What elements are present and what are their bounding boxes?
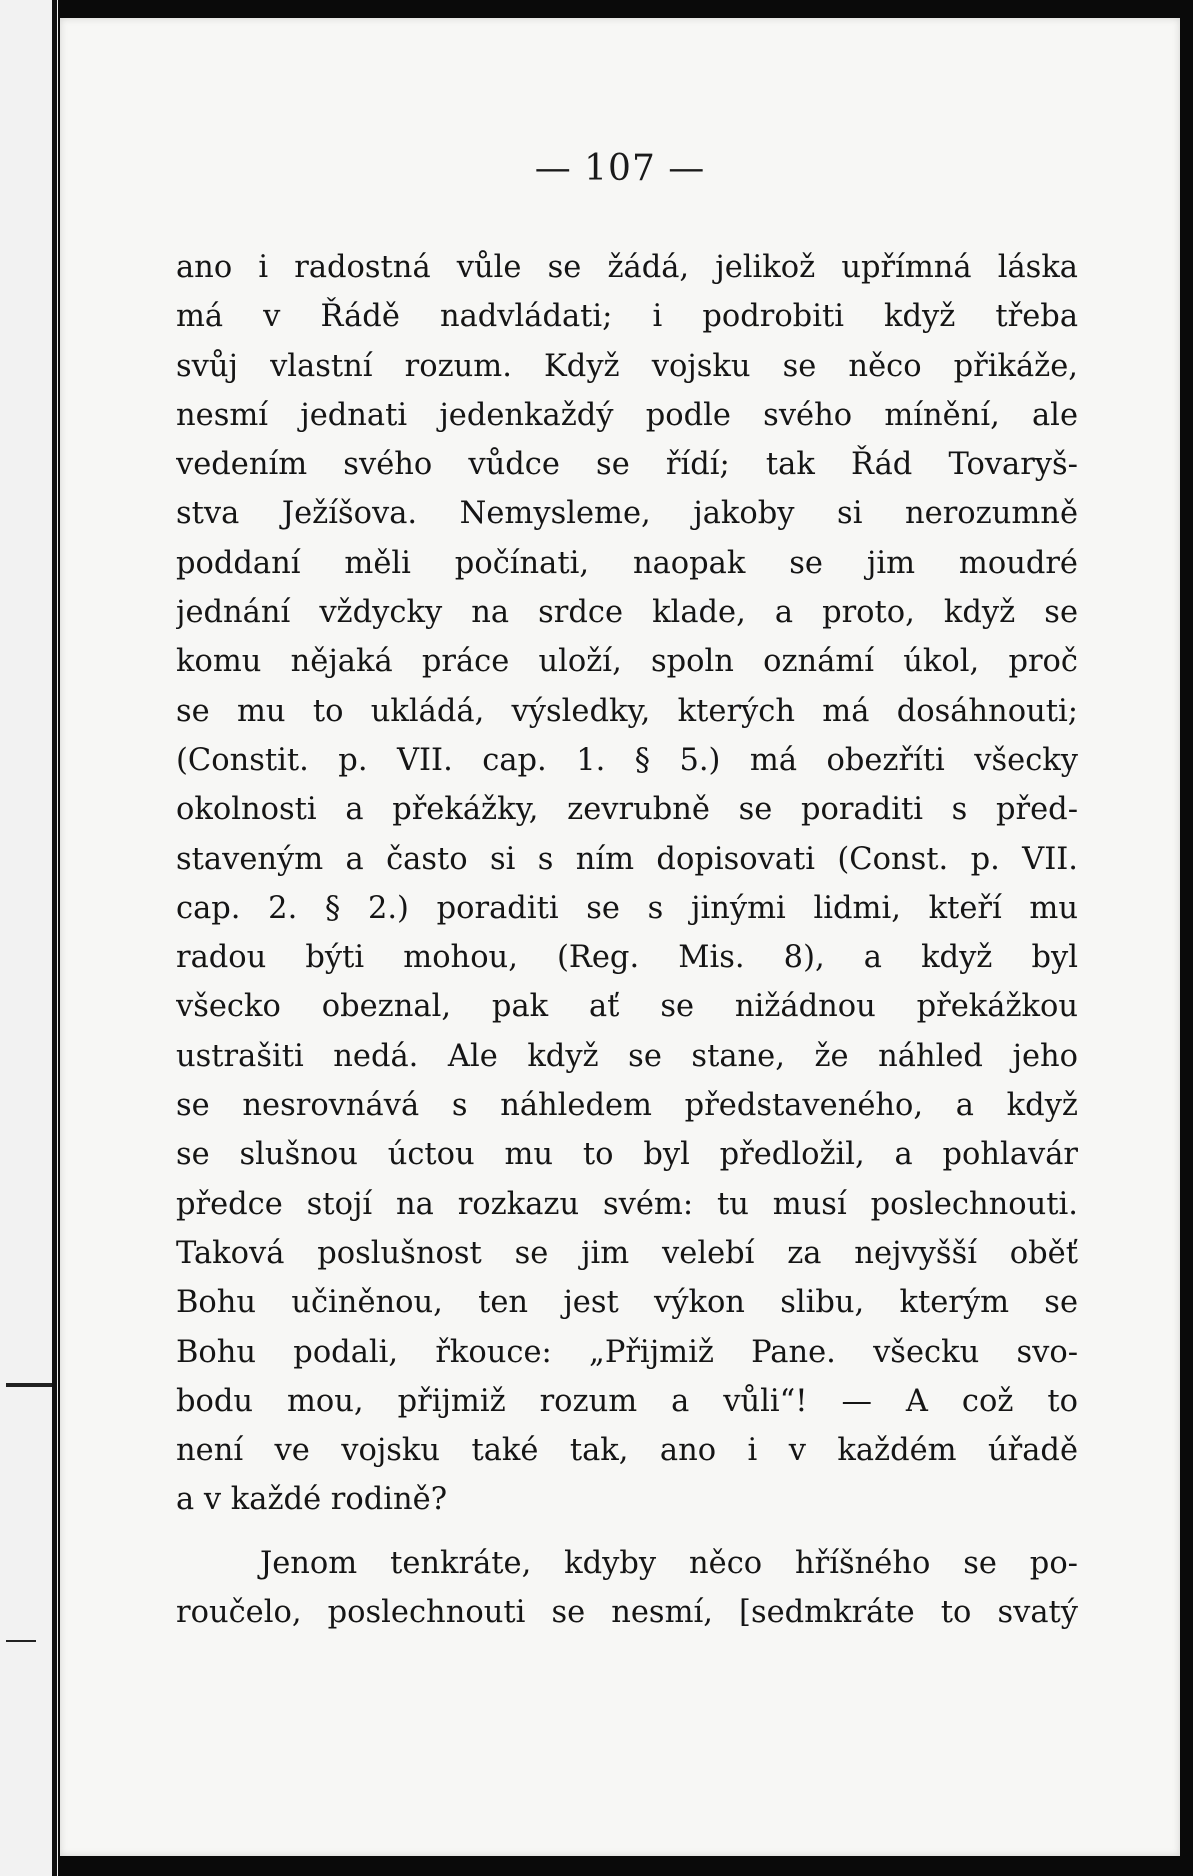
text-line: a v každé rodině? xyxy=(176,1482,448,1518)
text-line: Bohu podali, řkouce: „Přijmiž Pane. všecku svo- xyxy=(176,1334,1078,1370)
text-line: vedením svého vůdce se řídí; tak Řád Tovaryš- xyxy=(176,447,1078,483)
scan-left-margin xyxy=(0,0,58,1876)
text-line: komu nějaká práce uloží, spoln oznámí úkol, proč xyxy=(176,644,1078,680)
text-line: má v Řádě nadvládati; i podrobiti když třeba xyxy=(176,299,1078,335)
book-spine-edge xyxy=(52,0,57,1876)
text-line: není ve vojsku také tak, ano i v každém úřadě xyxy=(176,1433,1078,1469)
text-line: všecko obeznal, pak ať se nižádnou překážkou xyxy=(176,989,1078,1025)
text-line: roučelo, poslechnouti se nesmí, [sedmkráte to svatý xyxy=(176,1595,1078,1631)
text-line: okolnosti a překážky, zevrubně se poraditi s před- xyxy=(176,792,1078,828)
scan-margin-mark xyxy=(6,1640,36,1642)
page-number: — 107 — xyxy=(534,148,706,189)
text-line: ustrašiti nedá. Ale když se stane, že náhled jeho xyxy=(176,1038,1078,1074)
text-line: Bohu učiněnou, ten jest výkon slibu, kterým se xyxy=(176,1285,1078,1321)
text-line: jednání vždycky na srdce klade, a proto, když se xyxy=(176,595,1078,631)
text-line: Taková poslušnost se jim velebí za nejvyšší oběť xyxy=(176,1235,1078,1271)
text-line: se nesrovnává s náhledem představeného, a když xyxy=(176,1088,1078,1124)
text-line: (Constit. p. VII. cap. 1. § 5.) má obezříti všecky xyxy=(176,742,1078,778)
text-line: nesmí jednati jedenkaždý podle svého mínění, ale xyxy=(176,397,1078,433)
text-line: poddaní měli počínati, naopak se jim moudré xyxy=(176,545,1078,581)
text-line: staveným a často si s ním dopisovati (Const. p. VII. xyxy=(176,841,1078,877)
text-line: Jenom tenkráte, kdyby něco hříšného se po- xyxy=(260,1545,1078,1581)
paragraph-gap xyxy=(176,1525,1078,1539)
text-line: svůj vlastní rozum. Když vojsku se něco přikáže, xyxy=(176,348,1078,384)
scan-margin-mark xyxy=(6,1383,52,1387)
text-line: stva Ježíšova. Nemysleme, jakoby si nerozumně xyxy=(176,496,1078,532)
text-line: bodu mou, přijmiž rozum a vůli“! — A což to xyxy=(176,1383,1078,1419)
text-line: se mu to ukládá, výsledky, kterých má dosáhnouti; xyxy=(176,693,1078,729)
text-line: ano i radostná vůle se žádá, jelikož upřímná láska xyxy=(176,250,1078,285)
text-line: radou býti mohou, (Reg. Mis. 8), a když byl xyxy=(176,940,1078,976)
text-line: cap. 2. § 2.) poraditi se s jinými lidmi, kteří mu xyxy=(176,890,1078,926)
book-page xyxy=(60,18,1180,1856)
page-body-text xyxy=(176,243,1078,1637)
text-line: se slušnou úctou mu to byl předložil, a pohlavár xyxy=(176,1137,1078,1173)
text-line: předce stojí na rozkazu svém: tu musí poslechnouti. xyxy=(176,1186,1078,1222)
